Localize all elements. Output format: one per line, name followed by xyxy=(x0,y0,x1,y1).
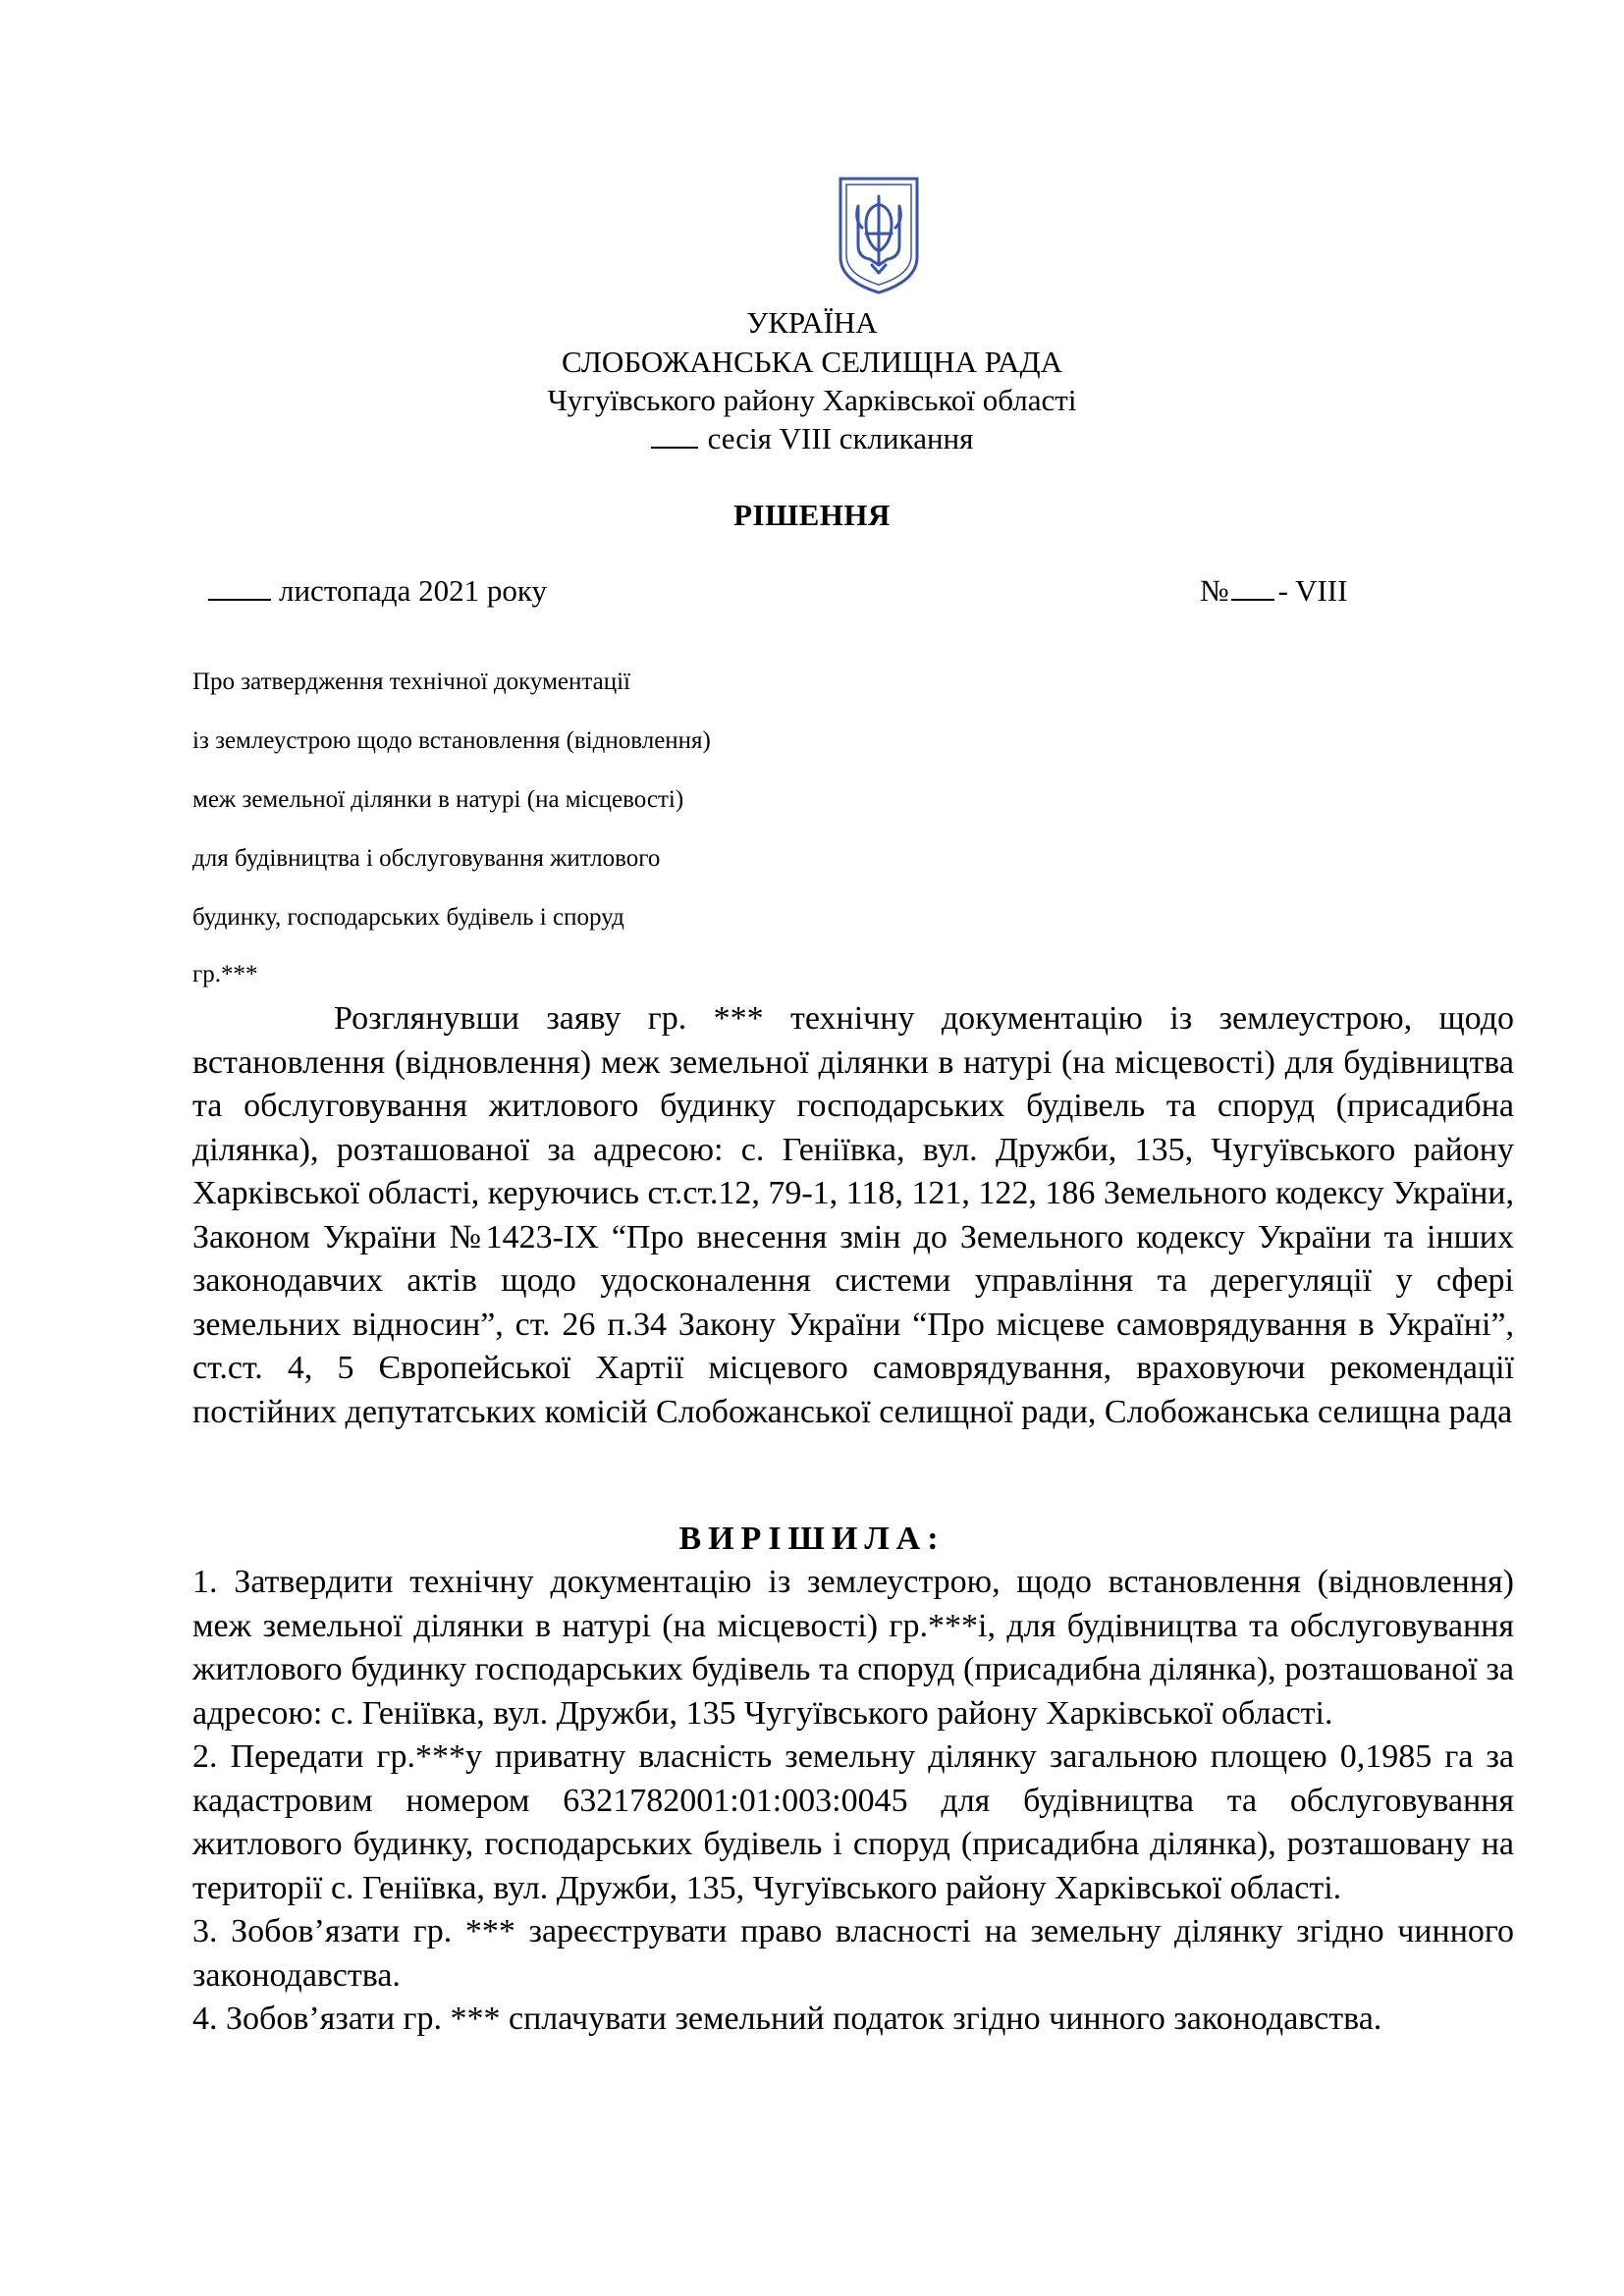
decided-heading: ВИРІШИЛА: xyxy=(678,1521,946,1557)
district-text: Чугуївського району Харківської області xyxy=(547,383,1077,417)
date-blank xyxy=(208,573,271,601)
subject-line: меж земельної ділянки в натурі (на місцевості) xyxy=(192,786,684,813)
decision-item: 4. Зобов’язати гр. *** сплачувати земельний податок згідно чинного законодавства. xyxy=(192,2001,1382,2037)
number-prefix: № xyxy=(1200,573,1229,608)
preamble-paragraph: Розглянувши заяву гр. *** технічну документацію із землеустрою, щодо встановлення (відновлення) меж земельної ділянки в натурі (на місцевості) для будівництва та обслуговування житлового будинку господарських будівель та споруд (присадибна ділянка), розташованої за адресою: с. Геніївка, вул. Дружби, 135, Чугуївського району Харківської області, керуючись ст.ст.12, 79-1, 118, 121, 122, 186 Земельного кодексу України, Законом України №1423-IX “Про внесення змін до Земельного кодексу України та інших законодавчих актів щодо удосконалення системи управління та дерегуляції у сфері земельних відносин”, ст. 26 п.34 Закону України “Про місцеве самоврядування в Україні”, ст.ст. 4, 5 Європейської Хартії місцевого самоврядування, враховуючи рекомендації постійних депутатських комісій Слобожанської селищної ради, Слобожанська селищна рада xyxy=(192,1000,1514,1430)
ukraine-coat-of-arms-icon xyxy=(837,175,921,296)
district-heading xyxy=(0,382,1624,419)
country-heading: УКРАЇНА xyxy=(746,305,878,340)
subject-line: Про затвердження технічної документації xyxy=(192,668,630,695)
council-heading: СЛОБОЖАНСЬКА СЕЛИЩНА РАДА xyxy=(562,345,1062,379)
number-suffix: - VIII xyxy=(1277,573,1348,608)
session-heading xyxy=(0,420,1624,457)
number-blank xyxy=(1231,573,1274,601)
document-type-title: РІШЕННЯ xyxy=(733,498,891,532)
session-blank xyxy=(651,421,698,449)
decision-item: 1. Затвердити технічну документацію із землеустрою, щодо встановлення (відновлення) меж земельної ділянки в натурі (на місцевості) гр.***і, для будівництва та обслуговування житлового будинку господарських будівель та споруд (присадибна ділянка), розташованої за адресою: с. Геніївка, вул. Дружби, 135 Чугуївського району Харківської області. xyxy=(192,1564,1514,1732)
decision-date xyxy=(208,572,547,610)
subject-line: для будівництва і обслуговування житлового xyxy=(192,845,661,872)
date-text: листопада 2021 року xyxy=(279,573,547,608)
subject-line: гр.*** xyxy=(192,961,258,988)
decision-item: 3. Зобов’язати гр. *** зареєструвати право власності на земельну ділянку згідно чинного законодавства. xyxy=(192,1913,1514,1994)
session-text: сесія VIII скликання xyxy=(707,421,974,455)
subject-line: із землеустрою щодо встановлення (відновлення) xyxy=(192,727,711,754)
decision-number xyxy=(1200,572,1347,610)
subject-line: будинку, господарських будівель і споруд xyxy=(192,904,624,931)
decision-item: 2. Передати гр.***у приватну власність земельну ділянку загальною площею 0,1985 га за кадастровим номером 6321782001:01:003:0045 для будівництва та обслуговування житлового будинку, господарських будівель і споруд (присадибна ділянка), розташовану на території с. Геніївка, вул. Дружби, 135, Чугуївського району Харківської області. xyxy=(192,1738,1514,1906)
decision-items xyxy=(192,1561,1514,2042)
